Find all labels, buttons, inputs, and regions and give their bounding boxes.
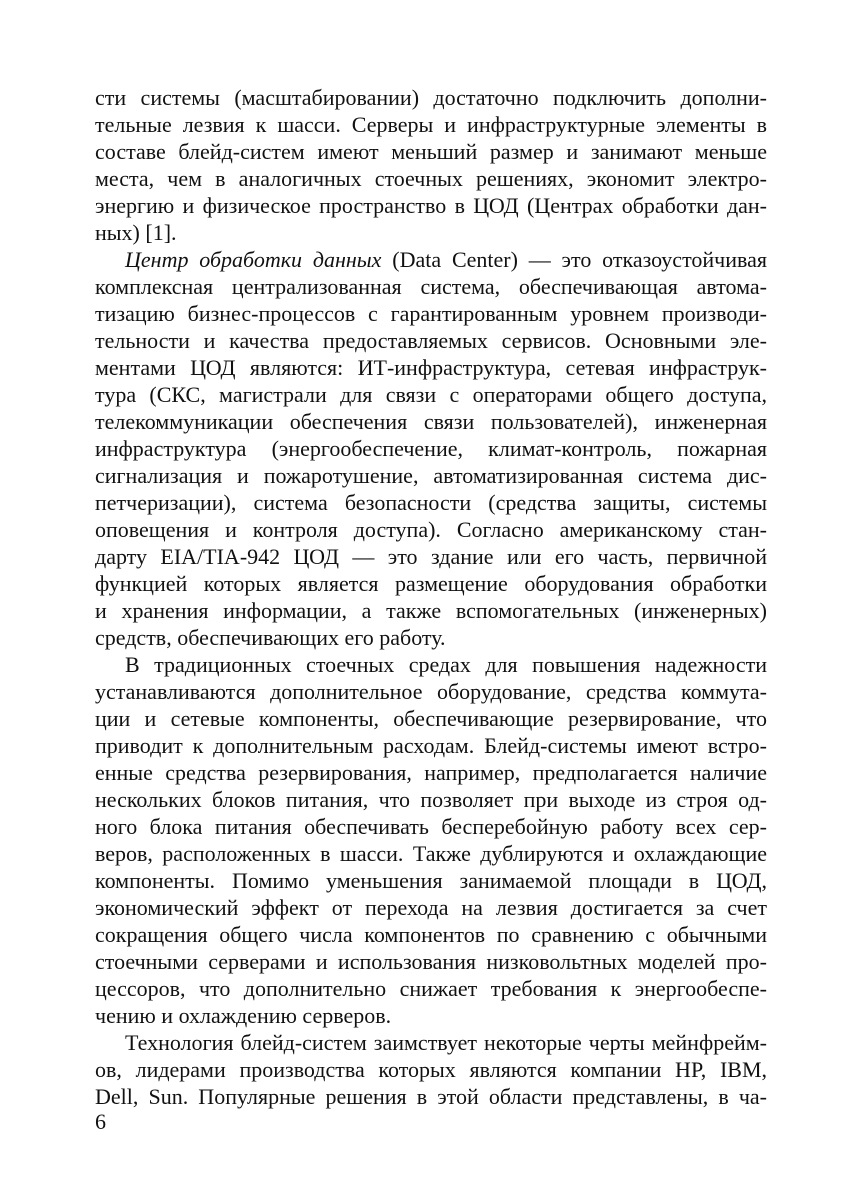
text-line: ции и сетевые компоненты, обеспечивающие резервирование, что: [95, 706, 767, 731]
text-line-rest: (Data Center) — это отказоустойчивая: [381, 247, 767, 272]
text-line: экономический эффект от перехода на лезвия достигается за счет: [95, 895, 767, 920]
page-body: [95, 84, 767, 1110]
text-line: инфраструктура (энергообеспечение, климат-контроль, пожарная: [95, 436, 767, 461]
text-line: телекоммуникации обеспечения связи пользователей), инженерная: [95, 409, 767, 434]
text-line: енные средства резервирования, например, предполагается наличие: [95, 760, 767, 785]
text-line: устанавливаются дополнительное оборудование, средства коммута-: [95, 679, 767, 704]
text-line: нескольких блоков питания, что позволяет при выходе из строя од-: [95, 787, 767, 812]
text-line: сигнализация и пожаротушение, автоматизированная система дис-: [95, 463, 767, 488]
text-line: дарту EIA/TIA-942 ЦОД — это здание или его часть, первичной: [95, 544, 767, 569]
text-line: ментами ЦОД являются: ИТ-инфраструктура, сетевая инфраструк-: [95, 355, 767, 380]
text-line: сокращения общего числа компонентов по сравнению с обычными: [95, 922, 767, 947]
text-line: функцией которых является размещение оборудования обработки: [95, 571, 767, 596]
text-line: и хранения информации, а также вспомогательных (инженерных): [95, 598, 767, 623]
text-line: Dell, Sun. Популярные решения в этой области представлены, в ча-: [95, 1084, 767, 1109]
text-line: приводит к дополнительным расходам. Блейд-системы имеют встро-: [95, 733, 767, 758]
paragraph-1: [95, 84, 767, 246]
text-line: составе блейд-систем имеют меньший размер и занимают меньше: [95, 139, 767, 164]
text-line: тельности и качества предоставляемых сервисов. Основными эле-: [95, 328, 767, 353]
text-line: ных) [1].: [95, 220, 177, 245]
text-line: Технология блейд-систем заимствует некоторые черты мейнфрейм-: [125, 1030, 767, 1055]
text-line: тизацию бизнес-процессов с гарантированным уровнем производи-: [95, 301, 767, 326]
text-line: сти системы (масштабировании) достаточно подключить дополни-: [95, 85, 767, 110]
defined-term: Центр обработки данных: [125, 247, 382, 272]
paragraph-2: [95, 246, 767, 651]
text-line: тура (СКС, магистрали для связи с операторами общего доступа,: [95, 382, 767, 407]
text-line: [95, 246, 767, 273]
text-line: оповещения и контроля доступа). Согласно американскому стан-: [95, 517, 767, 542]
text-line: цессоров, что дополнительно снижает требования к энергообеспе-: [95, 976, 767, 1001]
paragraph-3: [95, 651, 767, 1029]
text-line: чению и охлаждению серверов.: [95, 1003, 392, 1028]
text-line: ного блока питания обеспечивать бесперебойную работу всех сер-: [95, 814, 767, 839]
text-line: стоечными серверами и использования низковольтных моделей про-: [95, 949, 767, 974]
page-number: 6: [95, 1109, 106, 1134]
text-line: ов, лидерами производства которых являются компании HP, IBM,: [95, 1057, 767, 1082]
text-line: места, чем в аналогичных стоечных решениях, экономит электро-: [95, 166, 767, 191]
text-line: тельные лезвия к шасси. Серверы и инфраструктурные элементы в: [95, 112, 767, 137]
text-line: В традиционных стоечных средах для повышения надежности: [125, 652, 767, 677]
text-line: энергию и физическое пространство в ЦОД (Центрах обработки дан-: [95, 193, 767, 218]
text-line: средств, обеспечивающих его работу.: [95, 625, 446, 650]
text-line: петчеризации), система безопасности (средства защиты, системы: [95, 490, 767, 515]
text-line: комплексная централизованная система, обеспечивающая автома-: [95, 274, 767, 299]
text-line: компоненты. Помимо уменьшения занимаемой площади в ЦОД,: [95, 868, 767, 893]
paragraph-4: [95, 1029, 767, 1110]
text-line: веров, расположенных в шасси. Также дублируются и охлаждающие: [95, 841, 767, 866]
